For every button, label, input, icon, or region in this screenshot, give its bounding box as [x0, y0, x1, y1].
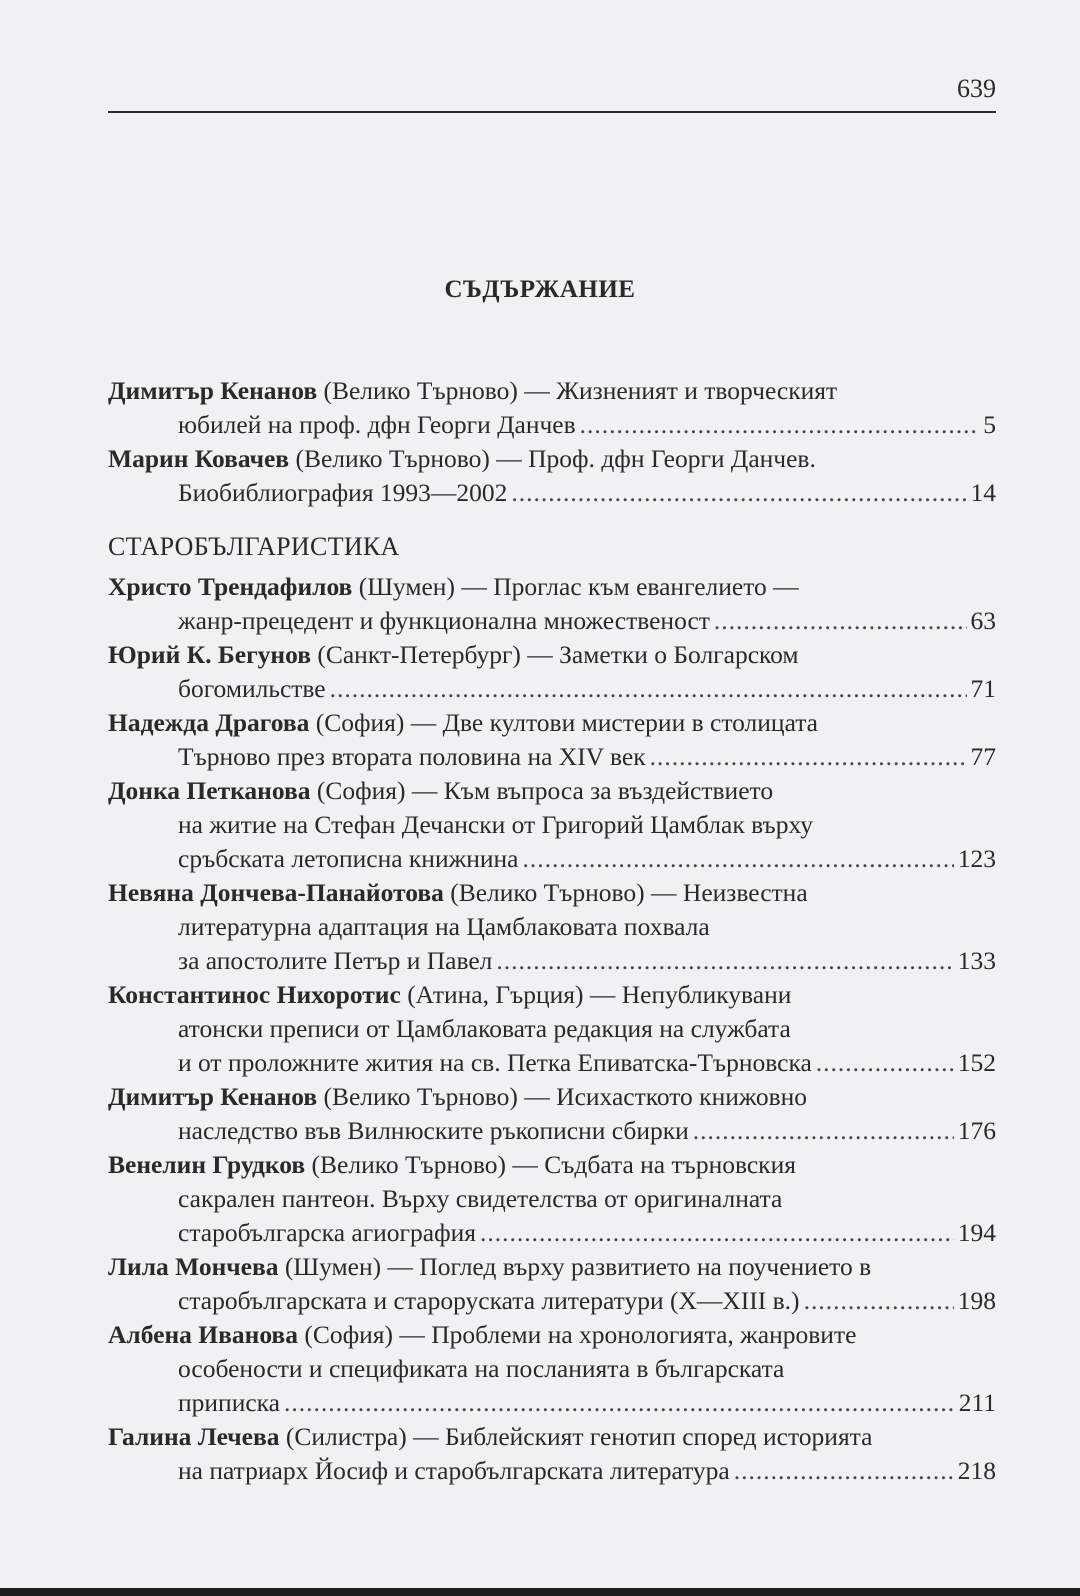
- entry-text: сакрален пантеон. Върху свидетелства от оригиналната: [178, 1184, 783, 1213]
- toc-entry: [108, 876, 996, 978]
- entry-line: [108, 1250, 996, 1284]
- leader-dots: [522, 842, 953, 876]
- entry-text: наследство във Вилнюските ръкописни сбирки: [178, 1116, 689, 1145]
- entry-text: (Санкт-Петербург) — Заметки о Болгарском: [310, 640, 799, 669]
- entry-text: (Шумен) — Поглед върху развитието на поучението в: [278, 1252, 872, 1281]
- entry-author: Марин Ковачев: [108, 444, 290, 473]
- entry-line: [108, 1046, 996, 1080]
- entry-line: [108, 408, 996, 442]
- leader-dots: [693, 1114, 954, 1148]
- toc-entry: [108, 374, 996, 442]
- entry-author: Надежда Драгова: [108, 708, 310, 737]
- entry-text: особености и спецификата на посланията в българската: [178, 1354, 785, 1383]
- entry-text: юбилей на проф. дфн Георги Данчев: [178, 410, 576, 439]
- entry-author: Невяна Дончева-Панайотова: [108, 878, 444, 907]
- entry-page-number: 198: [957, 1286, 996, 1315]
- toc-entry: [108, 1250, 996, 1318]
- scan-edge: [0, 1588, 1080, 1596]
- toc-entry: [108, 978, 996, 1080]
- entry-line: [108, 672, 996, 706]
- toc-entry: [108, 638, 996, 706]
- entry-author: Лила Мончева: [108, 1252, 279, 1281]
- leader-dots: [816, 1046, 954, 1080]
- entry-line: [108, 570, 996, 604]
- entry-text: (София) — Проблеми на хронологията, жанровите: [297, 1320, 857, 1349]
- entry-line: [108, 944, 996, 978]
- entry-page-number: 194: [957, 1218, 996, 1247]
- entry-text: Търново през втората половина на XIV век: [178, 742, 646, 771]
- entry-author: Константинос Нихоротис: [108, 980, 401, 1009]
- entry-text: (Атина, Гърция) — Непубликувани: [400, 980, 792, 1009]
- entry-line: [108, 1352, 996, 1386]
- entry-line: [108, 476, 996, 510]
- entry-author: Христо Трендафилов: [108, 572, 353, 601]
- entry-text: приписка: [178, 1388, 280, 1417]
- entry-line: [108, 876, 996, 910]
- entry-page-number: 176: [957, 1116, 996, 1145]
- entry-line: [108, 1012, 996, 1046]
- toc-entry: [108, 442, 996, 510]
- toc-entry: [108, 1080, 996, 1148]
- entry-line: [108, 842, 996, 876]
- entry-line: [108, 1148, 996, 1182]
- entry-text: (Велико Търново) — Исихасткото книжовно: [317, 1082, 808, 1111]
- toc-entry: [108, 1420, 996, 1488]
- toc-entry: [108, 706, 996, 774]
- table-of-contents: [108, 374, 996, 1488]
- entry-text: на житие на Стефан Дечански от Григорий Цамблак върху: [178, 810, 813, 839]
- entry-page-number: 77: [970, 742, 996, 771]
- entry-text: литературна адаптация на Цамблаковата похвала: [178, 912, 710, 941]
- entry-text: старобългарската и староруската литератури (X—XIII в.): [178, 1286, 800, 1315]
- entry-line: [108, 1284, 996, 1318]
- leader-dots: [714, 604, 967, 638]
- entry-page-number: 5: [983, 410, 996, 439]
- entry-line: [108, 604, 996, 638]
- intro-entries: [108, 374, 996, 510]
- entry-text: (Велико Търново) — Съдбата на търновския: [305, 1150, 796, 1179]
- entry-line: [108, 774, 996, 808]
- page-number: 639: [957, 74, 996, 103]
- entry-text: (София) — Към въпроса за въздействието: [310, 776, 774, 805]
- leader-dots: [804, 1284, 954, 1318]
- entry-text: (Велико Търново) — Жизненият и творческият: [317, 376, 838, 405]
- leader-dots: [650, 740, 967, 774]
- entry-text: (Шумен) — Проглас към евангелието —: [352, 572, 799, 601]
- header-rule: [108, 111, 996, 113]
- entry-text: (Велико Търново) — Проф. дфн Георги Данчев.: [289, 444, 816, 473]
- entry-page-number: 71: [970, 674, 996, 703]
- entry-line: [108, 910, 996, 944]
- entry-author: Галина Лечева: [108, 1422, 280, 1451]
- entry-line: [108, 1318, 996, 1352]
- toc-entry: [108, 1148, 996, 1250]
- leader-dots: [580, 408, 980, 442]
- leader-dots: [496, 944, 953, 978]
- leader-dots: [511, 476, 966, 510]
- entry-author: Албена Иванова: [108, 1320, 298, 1349]
- toc-entry: [108, 1318, 996, 1420]
- entry-line: [108, 1386, 996, 1420]
- entry-line: [108, 374, 996, 408]
- entry-text: сръбската летописна книжнина: [178, 844, 519, 873]
- entry-line: [108, 740, 996, 774]
- entry-page-number: 218: [957, 1456, 996, 1485]
- toc-entry: [108, 774, 996, 876]
- section-entries: [108, 570, 996, 1488]
- entry-page-number: 133: [957, 946, 996, 975]
- entry-line: [108, 638, 996, 672]
- entry-line: [108, 442, 996, 476]
- entry-line: [108, 1420, 996, 1454]
- leader-dots: [734, 1454, 954, 1488]
- entry-line: [108, 978, 996, 1012]
- entry-text: и от проложните жития на св. Петка Епиватска-Търновска: [178, 1048, 812, 1077]
- entry-page-number: 152: [957, 1048, 996, 1077]
- entry-text: (София) — Две култови мистерии в столицата: [309, 708, 819, 737]
- entry-text: Биобиблиография 1993—2002: [178, 478, 508, 507]
- entry-author: Димитър Кенанов: [108, 1082, 318, 1111]
- page-title: СЪДЪРЖАНИЕ: [444, 276, 636, 303]
- entry-text: (Велико Търново) — Неизвестна: [443, 878, 808, 907]
- toc-entry: [108, 570, 996, 638]
- entry-text: старобългарска агиография: [178, 1218, 476, 1247]
- entry-author: Донка Петканова: [108, 776, 311, 805]
- entry-author: Юрий К. Бегунов: [108, 640, 311, 669]
- entry-author: Димитър Кенанов: [108, 376, 318, 405]
- entry-line: [108, 1454, 996, 1488]
- entry-text: за апостолите Петър и Павел: [178, 946, 493, 975]
- entry-page-number: 211: [958, 1388, 996, 1417]
- entry-page-number: 63: [970, 606, 996, 635]
- entry-line: [108, 1080, 996, 1114]
- entry-text: на патриарх Йосиф и старобългарската литература: [178, 1456, 730, 1485]
- entry-line: [108, 1216, 996, 1250]
- leader-dots: [330, 672, 967, 706]
- entry-text: богомильстве: [178, 674, 326, 703]
- entry-line: [108, 1182, 996, 1216]
- leader-dots: [480, 1216, 954, 1250]
- entry-page-number: 14: [970, 478, 996, 507]
- entry-text: (Силистра) — Библейският генотип според историята: [279, 1422, 873, 1451]
- entry-line: [108, 808, 996, 842]
- entry-line: [108, 1114, 996, 1148]
- entry-text: жанр-прецедент и функционална множественост: [178, 606, 710, 635]
- entry-line: [108, 706, 996, 740]
- entry-author: Венелин Грудков: [108, 1150, 306, 1179]
- entry-page-number: 123: [957, 844, 996, 873]
- entry-text: атонски преписи от Цамблаковата редакция на службата: [178, 1014, 791, 1043]
- leader-dots: [284, 1386, 955, 1420]
- section-heading: СТАРОБЪЛГАРИСТИКА: [108, 532, 400, 561]
